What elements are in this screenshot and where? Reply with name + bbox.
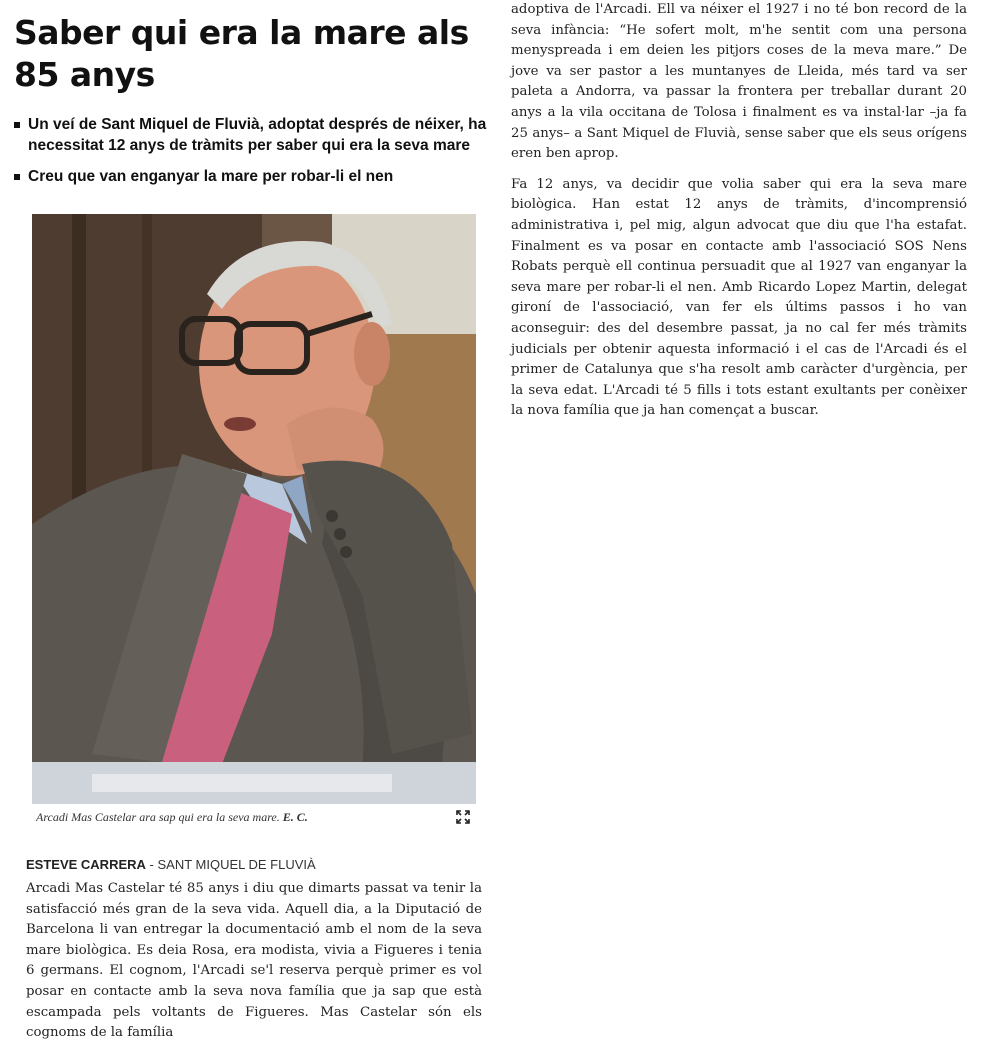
article-photo[interactable] — [32, 214, 476, 804]
byline-separator: - — [145, 857, 158, 872]
portrait-illustration — [32, 214, 476, 804]
byline-author: ESTEVE CARRERA — [26, 857, 146, 872]
summary-bullet-2: Creu que van enganyar la mare per robar-li el nen — [14, 166, 494, 187]
article-body-right — [511, 0, 967, 422]
byline-location: SANT MIQUEL DE FLUVIÀ — [157, 857, 316, 872]
photo-caption — [36, 810, 476, 825]
body-paragraph-3: Fa 12 anys, va decidir que volia saber qui era la seva mare biològica. Han estat 12 anys de tràmits, d'incomprensió administrativa i, pel mig, algun advocat que diu que l'ha estafat. Finalment es va posar en contacte amb l'associació SOS Nens Robats perquè ell continua persuadit que al 1927 van enganyar la seva mare per robar-li el nen. Amb Ricardo Lopez Martin, delegat gironí de l'associació, van fer els últims passos i ho van aconseguir: des del desembre passat, ja no cal fer més tràmits judicials per obtenir aquesta informació i el cas de l'Arcadi és el primer de Catalunya que s'ha resolt amb caràcter d'urgència, per la seva edat. L'Arcadi té 5 fills i tots estant exultants per conèixer la nova família que ja han començat a buscar. — [511, 176, 967, 419]
photo-caption-text: Arcadi Mas Castelar ara sap qui era la seva mare. — [36, 810, 280, 824]
article-headline: Saber qui era la mare als 85 anys — [14, 13, 469, 94]
body-paragraph-2: adoptiva de l'Arcadi. Ell va néixer el 1927 i no té bon record de la seva infància: “He sofert molt, m'he sentit com una persona menyspreada i em deien les pitjors coses de la meva mare.” De jove va ser pastor a les muntanyes de Lleida, més tard va ser paleta a Andorra, va passar la frontera per treballar durant 20 anys a la vila occitana de Tolosa i finalment es va instal·lar –ja fa 25 anys– a Sant Miquel de Fluvià, sense saber que els seus orígens eren ben aprop. — [511, 2, 967, 162]
article-body-left — [26, 879, 482, 1044]
summary-bullet-1: Un veí de Sant Miquel de Fluvià, adoptat després de néixer, ha necessitat 12 anys de tràmits per saber qui era la seva mare — [14, 114, 494, 156]
byline — [26, 857, 316, 872]
summary-bullets — [14, 114, 494, 197]
photo-caption-credit: E. C. — [282, 810, 308, 824]
expand-icon[interactable] — [456, 810, 470, 824]
body-paragraph-1: Arcadi Mas Castelar té 85 anys i diu que dimarts passat va tenir la satisfacció més gran de la seva vida. Aquell dia, a la Diputació de Barcelona li van entregar la documentació amb el nom de la seva mare biològica. Es deia Rosa, era modista, vivia a Figueres i tenia 6 germans. El cognom, l'Arcadi se'l reserva perquè primer es vol posar en contacte amb la seva nova família que ja sap que està escampada pels voltants de Figueres. Mas Castelar són els cognoms de la família — [26, 881, 482, 1041]
